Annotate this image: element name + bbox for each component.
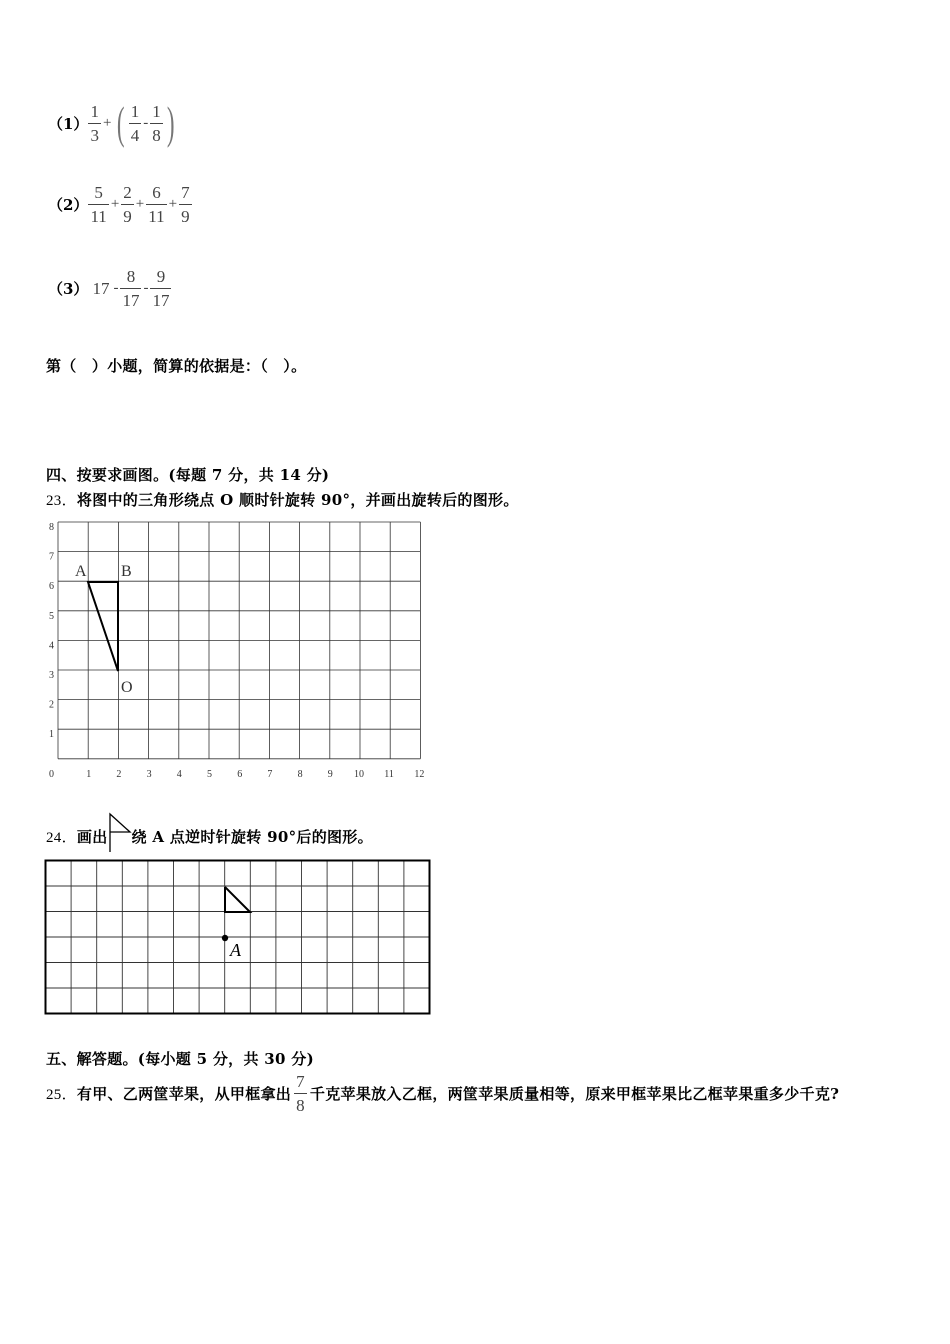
y-tick-label: 3 [49,670,54,681]
square-grid-24 [44,859,434,1019]
fraction: $\frac{1}{8}$ [152,101,161,145]
left-paren: ( [117,97,125,148]
fraction: $\frac{5}{11}$ [90,183,107,226]
right-paren: ) [166,97,175,148]
point-o-label: O [121,679,133,696]
problem-3 [48,268,171,309]
y-tick-label: 6 [49,581,54,593]
y-tick-label: 5 [49,610,54,622]
x-tick-label: 5 [207,768,212,780]
x-tick-label: 0 [49,768,54,780]
operator: + [168,196,178,212]
question-number: 25． [46,1087,77,1103]
operator: - [113,280,119,296]
point-a-label: A [230,940,241,960]
question-25 [46,1073,839,1114]
y-tick-label: 2 [49,699,54,711]
point-b-label: B [121,563,132,580]
x-tick-label: 3 [146,768,152,780]
y-tick-label: 7 [49,551,54,563]
x-tick-label: 4 [176,768,182,780]
whole-number: 17 [92,278,110,298]
coordinate-grid-23 [40,515,440,780]
triangle-shape [88,582,118,671]
fraction: $\frac{9}{17}$ [152,267,170,310]
fraction: $\frac{7}{8}$ [296,1072,305,1115]
question-number: 24． [46,829,77,846]
operator: + [102,114,112,131]
fraction: $\frac{1}{3}$ [90,101,99,145]
x-tick-label: 7 [267,768,273,780]
flag-shape [225,887,250,912]
problem-1 [48,97,178,148]
x-tick-label: 8 [297,768,303,780]
x-tick-label: 9 [327,768,333,780]
fraction: $\frac{2}{9}$ [123,183,132,226]
question-text-after: 千克苹果放入乙框，两筐苹果质量相等，原来甲框苹果比乙框苹果重多少千克? [309,1085,840,1103]
fraction: $\frac{8}{17}$ [122,267,140,310]
problem-2 [48,184,192,225]
fraction: $\frac{7}{9}$ [181,183,190,226]
x-tick-label: 1 [86,768,92,780]
question-number: 23． [46,493,77,509]
fraction: $\frac{1}{4}$ [130,101,140,145]
question-text: 将图中的三角形绕点 O 顺时针旋转 90°，并画出旋转后的图形。 [76,491,519,509]
question-23 [46,489,519,510]
x-tick-label: 2 [116,768,122,780]
x-tick-label: 12 [414,768,425,780]
y-tick-label: 8 [49,522,54,533]
question-text-before: 画出 [76,827,108,846]
operator: - [143,114,149,131]
question-text-after: 绕 A 点逆时针旋转 90°后的图形。 [131,827,373,846]
x-tick-label: 6 [237,768,243,780]
section-4-heading: 四、按要求画图。(每题 7 分，共 14 分) [46,466,330,484]
y-tick-label: 1 [49,729,54,741]
operator: + [110,196,120,212]
problem-label: （1） [48,114,89,133]
operator: - [143,280,149,296]
point-a-dot [222,935,228,941]
section-5-heading: 五、解答题。(每小题 5 分，共 30 分) [46,1050,314,1068]
x-tick-label: 11 [384,768,394,780]
fraction: $\frac{6}{11}$ [148,183,165,226]
question-24 [46,818,373,854]
flag-shape-icon [108,812,132,854]
y-tick-label: 4 [49,640,54,652]
x-tick-label: 10 [354,768,364,780]
point-a-label: A [75,563,87,580]
fill-in-line: 第（ ）小题，简算的依据是：（ ）。 [46,357,307,375]
problem-label: （3） [48,280,89,298]
question-text-before: 有甲、乙两筐苹果，从甲框拿出 [76,1085,292,1103]
operator: + [135,196,145,212]
problem-label: （2） [48,196,89,214]
